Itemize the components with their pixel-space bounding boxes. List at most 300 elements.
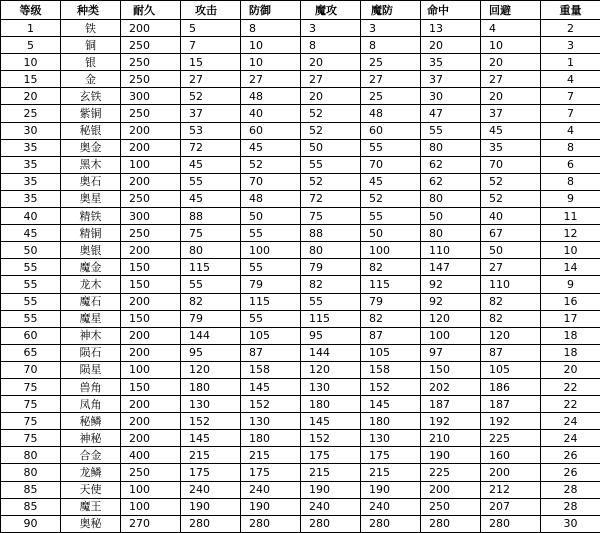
cell-attack: 88 [181, 208, 241, 225]
cell-type: 魔星 [61, 310, 121, 327]
cell-defense: 60 [241, 122, 301, 139]
cell-durability: 250 [121, 54, 181, 71]
cell-attack: 180 [181, 378, 241, 395]
cell-type: 魔王 [61, 498, 121, 515]
cell-defense: 27 [241, 71, 301, 88]
cell-durability: 200 [121, 293, 181, 310]
cell-accuracy: 250 [421, 498, 481, 515]
cell-defense: 158 [241, 361, 301, 378]
cell-weight: 30 [541, 515, 600, 532]
header-accuracy: 命中 [421, 1, 481, 20]
cell-defense: 105 [241, 327, 301, 344]
cell-magic-attack: 115 [301, 310, 361, 327]
cell-level: 75 [1, 396, 61, 413]
cell-magic-defense: 25 [361, 54, 421, 71]
cell-magic-attack: 180 [301, 396, 361, 413]
cell-magic-attack: 55 [301, 156, 361, 173]
cell-durability: 150 [121, 378, 181, 395]
cell-magic-attack: 130 [301, 378, 361, 395]
cell-magic-defense: 158 [361, 361, 421, 378]
table-row [1, 481, 600, 498]
cell-defense: 130 [241, 413, 301, 430]
cell-weight: 8 [541, 173, 600, 190]
cell-level: 55 [1, 259, 61, 276]
cell-evasion: 4 [481, 20, 541, 37]
cell-weight: 18 [541, 327, 600, 344]
table-row [1, 447, 600, 464]
cell-durability: 270 [121, 515, 181, 532]
cell-durability: 200 [121, 413, 181, 430]
cell-accuracy: 62 [421, 156, 481, 173]
cell-attack: 55 [181, 173, 241, 190]
cell-defense: 55 [241, 225, 301, 242]
cell-durability: 150 [121, 276, 181, 293]
cell-accuracy: 120 [421, 310, 481, 327]
cell-weight: 8 [541, 139, 600, 156]
cell-accuracy: 225 [421, 464, 481, 481]
cell-durability: 200 [121, 327, 181, 344]
table-row [1, 20, 600, 37]
cell-attack: 15 [181, 54, 241, 71]
cell-level: 5 [1, 37, 61, 54]
cell-accuracy: 210 [421, 430, 481, 447]
cell-type: 兽角 [61, 378, 121, 395]
cell-evasion: 120 [481, 327, 541, 344]
cell-accuracy: 92 [421, 293, 481, 310]
cell-evasion: 10 [481, 37, 541, 54]
cell-magic-defense: 130 [361, 430, 421, 447]
cell-accuracy: 97 [421, 344, 481, 361]
cell-durability: 200 [121, 173, 181, 190]
cell-type: 陨石 [61, 344, 121, 361]
cell-level: 85 [1, 481, 61, 498]
cell-weight: 14 [541, 259, 600, 276]
cell-evasion: 186 [481, 378, 541, 395]
header-level: 等级 [1, 1, 61, 20]
cell-evasion: 70 [481, 156, 541, 173]
cell-durability: 200 [121, 20, 181, 37]
cell-magic-defense: 87 [361, 327, 421, 344]
cell-accuracy: 55 [421, 122, 481, 139]
cell-level: 75 [1, 413, 61, 430]
cell-defense: 215 [241, 447, 301, 464]
header-weight: 重量 [541, 1, 600, 20]
table-row [1, 515, 600, 532]
cell-magic-defense: 25 [361, 88, 421, 105]
cell-attack: 45 [181, 156, 241, 173]
cell-type: 玄铁 [61, 88, 121, 105]
cell-type: 陨星 [61, 361, 121, 378]
cell-attack: 37 [181, 105, 241, 122]
cell-evasion: 45 [481, 122, 541, 139]
cell-magic-defense: 280 [361, 515, 421, 532]
cell-accuracy: 50 [421, 208, 481, 225]
cell-magic-defense: 55 [361, 208, 421, 225]
cell-durability: 200 [121, 122, 181, 139]
cell-attack: 79 [181, 310, 241, 327]
cell-magic-defense: 82 [361, 259, 421, 276]
cell-defense: 152 [241, 396, 301, 413]
cell-defense: 79 [241, 276, 301, 293]
cell-accuracy: 80 [421, 139, 481, 156]
cell-weight: 18 [541, 344, 600, 361]
cell-level: 80 [1, 464, 61, 481]
cell-durability: 200 [121, 139, 181, 156]
cell-accuracy: 62 [421, 173, 481, 190]
cell-attack: 72 [181, 139, 241, 156]
table-row [1, 276, 600, 293]
cell-type: 龙木 [61, 276, 121, 293]
cell-durability: 250 [121, 105, 181, 122]
cell-weight: 11 [541, 208, 600, 225]
cell-weight: 22 [541, 378, 600, 395]
cell-defense: 48 [241, 88, 301, 105]
cell-durability: 250 [121, 464, 181, 481]
cell-evasion: 82 [481, 310, 541, 327]
cell-level: 55 [1, 276, 61, 293]
cell-attack: 240 [181, 481, 241, 498]
cell-evasion: 40 [481, 208, 541, 225]
cell-defense: 87 [241, 344, 301, 361]
cell-magic-defense: 60 [361, 122, 421, 139]
cell-accuracy: 147 [421, 259, 481, 276]
cell-type: 奥银 [61, 242, 121, 259]
cell-weight: 7 [541, 88, 600, 105]
cell-durability: 250 [121, 71, 181, 88]
cell-evasion: 187 [481, 396, 541, 413]
header-magic-attack: 魔攻 [301, 1, 361, 20]
cell-accuracy: 20 [421, 37, 481, 54]
cell-durability: 100 [121, 156, 181, 173]
cell-magic-attack: 280 [301, 515, 361, 532]
cell-magic-attack: 52 [301, 122, 361, 139]
cell-attack: 27 [181, 71, 241, 88]
cell-evasion: 27 [481, 71, 541, 88]
cell-defense: 55 [241, 310, 301, 327]
cell-type: 金 [61, 71, 121, 88]
cell-level: 20 [1, 88, 61, 105]
cell-weight: 2 [541, 20, 600, 37]
cell-type: 秘鳞 [61, 413, 121, 430]
cell-magic-defense: 27 [361, 71, 421, 88]
cell-defense: 45 [241, 139, 301, 156]
cell-magic-attack: 175 [301, 447, 361, 464]
cell-defense: 52 [241, 156, 301, 173]
cell-type: 神木 [61, 327, 121, 344]
cell-magic-attack: 52 [301, 105, 361, 122]
cell-type: 魔金 [61, 259, 121, 276]
cell-level: 70 [1, 361, 61, 378]
cell-attack: 130 [181, 396, 241, 413]
cell-accuracy: 13 [421, 20, 481, 37]
cell-defense: 240 [241, 481, 301, 498]
cell-level: 90 [1, 515, 61, 532]
cell-accuracy: 100 [421, 327, 481, 344]
cell-attack: 7 [181, 37, 241, 54]
cell-magic-defense: 55 [361, 139, 421, 156]
cell-durability: 200 [121, 344, 181, 361]
table-row [1, 37, 600, 54]
cell-level: 50 [1, 242, 61, 259]
cell-type: 合金 [61, 447, 121, 464]
cell-evasion: 67 [481, 225, 541, 242]
cell-level: 75 [1, 430, 61, 447]
cell-magic-defense: 115 [361, 276, 421, 293]
cell-magic-defense: 240 [361, 498, 421, 515]
cell-magic-attack: 145 [301, 413, 361, 430]
cell-level: 55 [1, 293, 61, 310]
table-row [1, 208, 600, 225]
cell-magic-defense: 45 [361, 173, 421, 190]
table-row [1, 122, 600, 139]
cell-level: 35 [1, 156, 61, 173]
cell-accuracy: 37 [421, 71, 481, 88]
cell-weight: 20 [541, 361, 600, 378]
cell-evasion: 207 [481, 498, 541, 515]
cell-attack: 190 [181, 498, 241, 515]
cell-weight: 9 [541, 190, 600, 207]
cell-defense: 40 [241, 105, 301, 122]
cell-type: 奥石 [61, 173, 121, 190]
header-type: 种类 [61, 1, 121, 20]
cell-weight: 3 [541, 37, 600, 54]
cell-level: 15 [1, 71, 61, 88]
cell-attack: 82 [181, 293, 241, 310]
cell-magic-attack: 3 [301, 20, 361, 37]
cell-level: 60 [1, 327, 61, 344]
cell-durability: 150 [121, 259, 181, 276]
cell-type: 黑木 [61, 156, 121, 173]
cell-attack: 53 [181, 122, 241, 139]
cell-type: 铜 [61, 37, 121, 54]
cell-attack: 215 [181, 447, 241, 464]
cell-defense: 180 [241, 430, 301, 447]
table-row [1, 54, 600, 71]
header-defense: 防御 [241, 1, 301, 20]
cell-defense: 48 [241, 190, 301, 207]
table-body [1, 20, 600, 533]
cell-weight: 7 [541, 105, 600, 122]
cell-weight: 28 [541, 498, 600, 515]
cell-type: 龙鳞 [61, 464, 121, 481]
cell-type: 铁 [61, 20, 121, 37]
cell-magic-attack: 52 [301, 173, 361, 190]
cell-weight: 28 [541, 481, 600, 498]
cell-magic-defense: 105 [361, 344, 421, 361]
cell-magic-defense: 82 [361, 310, 421, 327]
cell-weight: 9 [541, 276, 600, 293]
cell-level: 45 [1, 225, 61, 242]
cell-magic-defense: 152 [361, 378, 421, 395]
cell-accuracy: 47 [421, 105, 481, 122]
cell-attack: 152 [181, 413, 241, 430]
header-row [1, 1, 600, 20]
cell-magic-attack: 20 [301, 88, 361, 105]
cell-type: 天使 [61, 481, 121, 498]
table-row [1, 327, 600, 344]
header-attack: 攻击 [181, 1, 241, 20]
cell-evasion: 82 [481, 293, 541, 310]
cell-defense: 145 [241, 378, 301, 395]
cell-level: 35 [1, 139, 61, 156]
cell-type: 魔石 [61, 293, 121, 310]
cell-level: 80 [1, 447, 61, 464]
cell-accuracy: 35 [421, 54, 481, 71]
table-row [1, 190, 600, 207]
table-row [1, 156, 600, 173]
cell-durability: 200 [121, 242, 181, 259]
cell-evasion: 192 [481, 413, 541, 430]
cell-weight: 22 [541, 396, 600, 413]
cell-magic-attack: 55 [301, 293, 361, 310]
cell-magic-defense: 180 [361, 413, 421, 430]
cell-attack: 280 [181, 515, 241, 532]
cell-magic-attack: 72 [301, 190, 361, 207]
cell-type: 紫铜 [61, 105, 121, 122]
cell-level: 35 [1, 190, 61, 207]
cell-evasion: 35 [481, 139, 541, 156]
cell-evasion: 212 [481, 481, 541, 498]
cell-weight: 4 [541, 71, 600, 88]
cell-durability: 150 [121, 310, 181, 327]
cell-magic-attack: 27 [301, 71, 361, 88]
cell-magic-attack: 88 [301, 225, 361, 242]
cell-durability: 300 [121, 208, 181, 225]
cell-magic-attack: 95 [301, 327, 361, 344]
table-row [1, 242, 600, 259]
cell-durability: 250 [121, 37, 181, 54]
cell-magic-attack: 20 [301, 54, 361, 71]
cell-accuracy: 200 [421, 481, 481, 498]
cell-accuracy: 202 [421, 378, 481, 395]
cell-attack: 120 [181, 361, 241, 378]
cell-magic-attack: 79 [301, 259, 361, 276]
cell-level: 10 [1, 54, 61, 71]
cell-accuracy: 30 [421, 88, 481, 105]
cell-magic-defense: 3 [361, 20, 421, 37]
cell-attack: 52 [181, 88, 241, 105]
cell-magic-attack: 82 [301, 276, 361, 293]
cell-magic-defense: 8 [361, 37, 421, 54]
table-row [1, 293, 600, 310]
cell-weight: 26 [541, 464, 600, 481]
cell-durability: 250 [121, 225, 181, 242]
cell-attack: 5 [181, 20, 241, 37]
table-row [1, 396, 600, 413]
cell-defense: 175 [241, 464, 301, 481]
header-durability: 耐久 [121, 1, 181, 20]
cell-type: 凤角 [61, 396, 121, 413]
table-row [1, 259, 600, 276]
table-row [1, 88, 600, 105]
table-row [1, 105, 600, 122]
cell-level: 40 [1, 208, 61, 225]
cell-magic-defense: 79 [361, 293, 421, 310]
cell-weight: 4 [541, 122, 600, 139]
cell-durability: 100 [121, 481, 181, 498]
cell-magic-attack: 120 [301, 361, 361, 378]
cell-accuracy: 110 [421, 242, 481, 259]
cell-magic-attack: 75 [301, 208, 361, 225]
cell-level: 55 [1, 310, 61, 327]
cell-defense: 280 [241, 515, 301, 532]
cell-evasion: 27 [481, 259, 541, 276]
cell-magic-attack: 240 [301, 498, 361, 515]
cell-weight: 24 [541, 413, 600, 430]
cell-type: 奥星 [61, 190, 121, 207]
cell-weight: 1 [541, 54, 600, 71]
cell-attack: 45 [181, 190, 241, 207]
cell-type: 精铁 [61, 208, 121, 225]
cell-magic-defense: 145 [361, 396, 421, 413]
cell-accuracy: 190 [421, 447, 481, 464]
cell-type: 奥金 [61, 139, 121, 156]
cell-evasion: 87 [481, 344, 541, 361]
cell-defense: 10 [241, 37, 301, 54]
table-row [1, 139, 600, 156]
cell-type: 神秘 [61, 430, 121, 447]
cell-evasion: 20 [481, 54, 541, 71]
cell-type: 秘银 [61, 122, 121, 139]
cell-magic-attack: 50 [301, 139, 361, 156]
table-row [1, 498, 600, 515]
cell-defense: 50 [241, 208, 301, 225]
cell-evasion: 50 [481, 242, 541, 259]
cell-accuracy: 280 [421, 515, 481, 532]
cell-durability: 100 [121, 361, 181, 378]
cell-accuracy: 150 [421, 361, 481, 378]
table-row [1, 225, 600, 242]
table-row [1, 361, 600, 378]
table-row [1, 71, 600, 88]
cell-magic-defense: 70 [361, 156, 421, 173]
cell-magic-defense: 50 [361, 225, 421, 242]
cell-attack: 115 [181, 259, 241, 276]
cell-type: 银 [61, 54, 121, 71]
cell-magic-defense: 215 [361, 464, 421, 481]
cell-attack: 80 [181, 242, 241, 259]
cell-weight: 12 [541, 225, 600, 242]
cell-magic-defense: 190 [361, 481, 421, 498]
cell-level: 1 [1, 20, 61, 37]
cell-type: 奥秘 [61, 515, 121, 532]
cell-weight: 26 [541, 447, 600, 464]
table-row [1, 464, 600, 481]
cell-evasion: 280 [481, 515, 541, 532]
cell-attack: 144 [181, 327, 241, 344]
cell-magic-defense: 175 [361, 447, 421, 464]
cell-weight: 24 [541, 430, 600, 447]
cell-weight: 16 [541, 293, 600, 310]
cell-magic-attack: 80 [301, 242, 361, 259]
cell-durability: 300 [121, 88, 181, 105]
cell-attack: 145 [181, 430, 241, 447]
cell-attack: 175 [181, 464, 241, 481]
cell-magic-defense: 100 [361, 242, 421, 259]
cell-evasion: 52 [481, 190, 541, 207]
cell-level: 25 [1, 105, 61, 122]
cell-durability: 200 [121, 396, 181, 413]
cell-level: 85 [1, 498, 61, 515]
cell-level: 35 [1, 173, 61, 190]
table-row [1, 310, 600, 327]
cell-level: 75 [1, 378, 61, 395]
cell-magic-attack: 190 [301, 481, 361, 498]
cell-defense: 115 [241, 293, 301, 310]
cell-durability: 200 [121, 430, 181, 447]
table-row [1, 173, 600, 190]
cell-accuracy: 80 [421, 190, 481, 207]
